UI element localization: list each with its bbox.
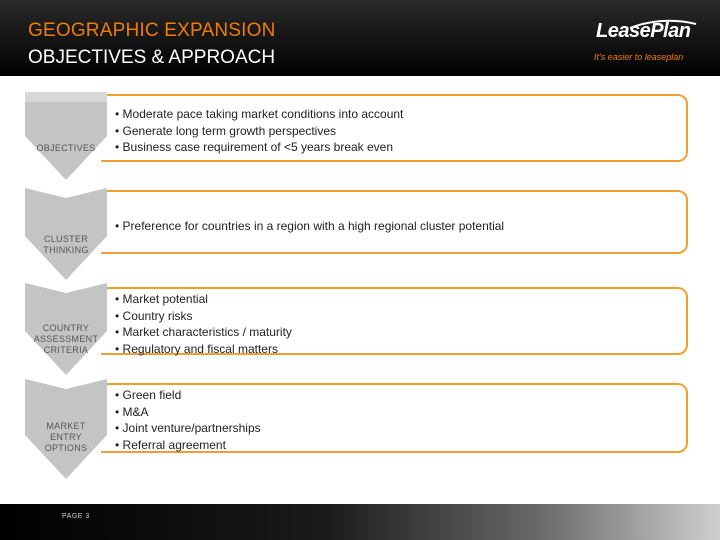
bullet-item: • Joint venture/partnerships (115, 420, 261, 437)
bullet-item: • Green field (115, 387, 261, 404)
bullet-item: • Country risks (115, 308, 292, 325)
cluster-bullet-list (115, 218, 504, 235)
bullet-item: • Market potential (115, 291, 292, 308)
label-line: MARKET (46, 421, 86, 431)
footer-bar (0, 504, 720, 540)
objectives-bullet-list (115, 106, 403, 156)
leaseplan-logo (592, 18, 702, 68)
label-line: CLUSTER (43, 234, 89, 244)
label-line: COUNTRY (42, 323, 90, 333)
market-entry-chevron (25, 379, 107, 479)
cluster-thinking-chevron (25, 188, 107, 280)
country-assessment-chevron (25, 283, 107, 375)
objectives-label: OBJECTIVES (36, 143, 96, 153)
label-line: THINKING (43, 245, 89, 255)
logo-wordmark: LeasePlan (596, 20, 691, 42)
page-title: GEOGRAPHIC EXPANSION (28, 20, 276, 41)
bullet-item: • M&A (115, 404, 261, 421)
bullet-item: • Referral agreement (115, 437, 261, 454)
label-line: CRITERIA (43, 345, 89, 355)
label-line: ENTRY (50, 432, 82, 442)
cluster-thinking-box (101, 190, 688, 254)
objectives-box (101, 94, 688, 162)
bullet-item: • Preference for countries in a region with a high regional cluster potential (115, 218, 504, 235)
country-assessment-box (101, 287, 688, 355)
page-subtitle: OBJECTIVES & APPROACH (28, 47, 276, 68)
objectives-chevron (25, 92, 107, 180)
cluster-thinking-label (25, 234, 107, 256)
bullet-item: • Market characteristics / maturity (115, 324, 292, 341)
bullet-item: • Moderate pace taking market conditions into account (115, 106, 403, 123)
label-line: OPTIONS (44, 443, 88, 453)
market-entry-bullet-list (115, 387, 261, 453)
page-number: PAGE 3 (62, 513, 90, 520)
header-bar (0, 0, 720, 76)
market-entry-label (25, 421, 107, 454)
bullet-item: • Business case requirement of <5 years break even (115, 139, 403, 156)
logo-tagline: It's easier to leaseplan (594, 52, 684, 62)
bullet-item: • Regulatory and fiscal matters (115, 341, 292, 358)
country-bullet-list (115, 291, 292, 357)
market-entry-box (101, 383, 688, 453)
bullet-item: • Generate long term growth perspectives (115, 123, 403, 140)
country-assessment-label (25, 323, 107, 356)
label-line: ASSESSMENT (33, 334, 99, 344)
